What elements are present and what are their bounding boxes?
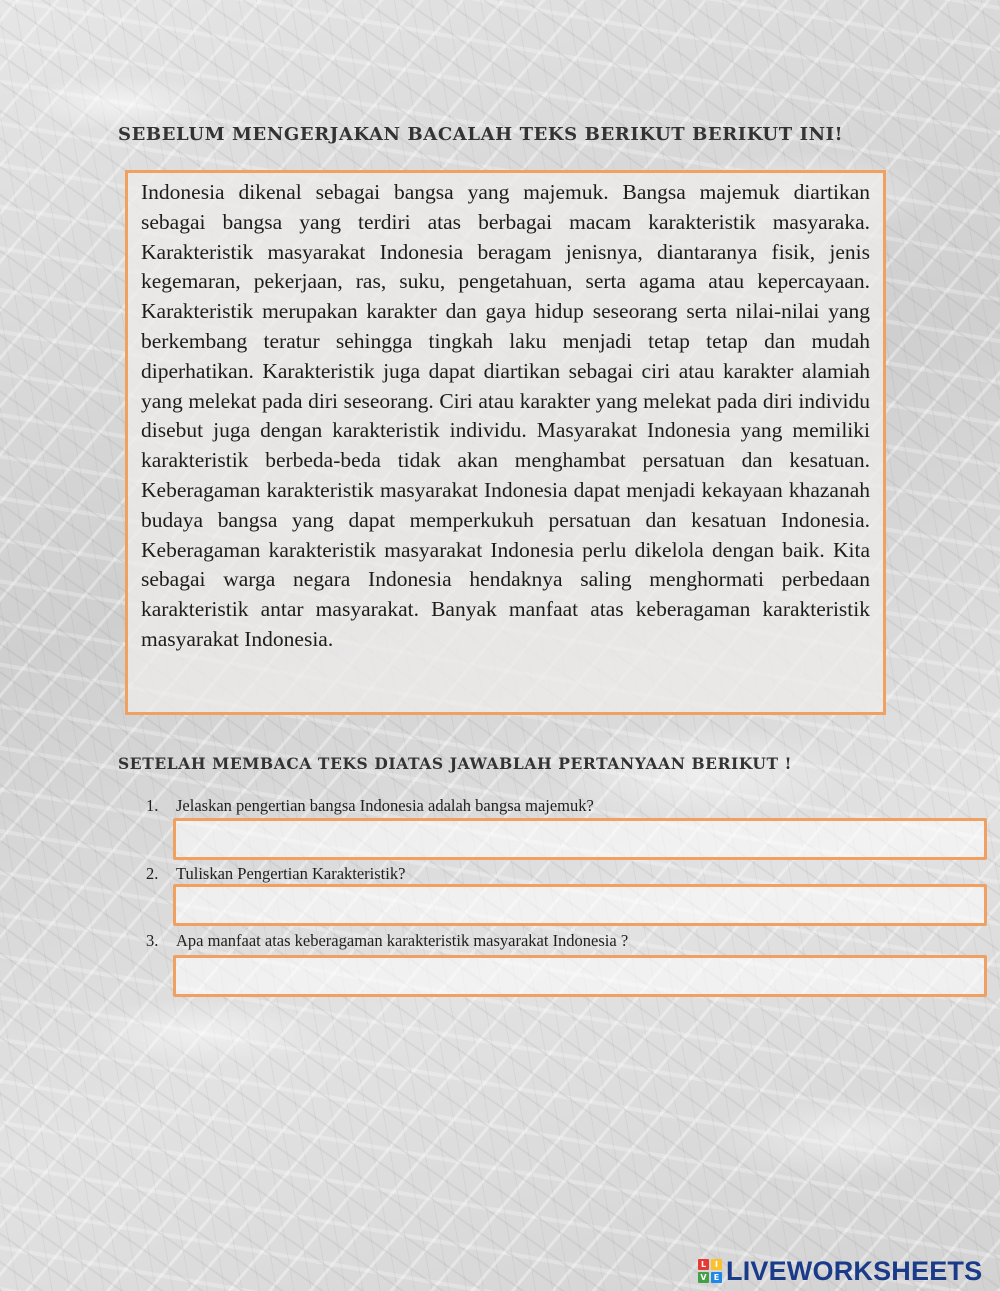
- instruction-heading-questions: SETELAH MEMBACA TEKS DIATAS JAWABLAH PERTANYAAN BERIKUT !: [118, 754, 793, 773]
- reading-passage-box: [125, 170, 886, 715]
- answer-field-3[interactable]: [173, 955, 987, 997]
- liveworksheets-logo: [698, 1256, 982, 1286]
- question-2: [146, 864, 405, 884]
- answer-field-1[interactable]: [173, 818, 987, 860]
- question-2-text: Tuliskan Pengertian Karakteristik?: [176, 864, 406, 883]
- question-1: [146, 796, 594, 816]
- question-3: [146, 931, 628, 951]
- logo-letter-i: I: [711, 1259, 722, 1270]
- question-3-text: Apa manfaat atas keberagaman karakteristik masyarakat Indonesia ?: [176, 931, 629, 950]
- question-2-number: 2.: [146, 864, 159, 883]
- question-1-number: 1.: [146, 796, 159, 815]
- logo-letter-e: E: [711, 1272, 722, 1283]
- question-1-text: Jelaskan pengertian bangsa Indonesia adalah bangsa majemuk?: [176, 796, 594, 815]
- question-3-number: 3.: [146, 931, 159, 950]
- instruction-heading-read: SEBELUM MENGERJAKAN BACALAH TEKS BERIKUT BERIKUT INI!: [118, 124, 844, 145]
- logo-letter-l: L: [698, 1259, 709, 1270]
- answer-field-2[interactable]: [173, 884, 987, 926]
- liveworksheets-logo-icon: [698, 1259, 722, 1283]
- liveworksheets-logo-text: LIVEWORKSHEETS: [726, 1255, 983, 1286]
- reading-passage-text: Indonesia dikenal sebagai bangsa yang majemuk. Bangsa majemuk diartikan sebagai bangsa yang terdiri atas berbagai macam karakteristik masyaraka. Karakteristik masyarakat Indonesia beragam jenisnya, diantaranya fisik, jenis kegemaran, pekerjaan, ras, suku, pengetahuan, serta agama atau kepercayaan. Karakteristik merupakan karakter dan gaya hidup seseorang serta nilai-nilai yang berkembang teratur sehingga tingkah laku menjadi tetap tetap dan mudah diperhatikan. Karakteristik juga dapat diartikan sebagai ciri atau karakter alamiah yang melekat pada diri seseorang. Ciri atau karakter yang melekat pada diri individu disebut juga dengan karakteristik individu. Masyarakat Indonesia yang memiliki karakteristik berbeda-beda tidak akan menghambat persatuan dan kesatuan. Keberagaman karakteristik masyarakat Indonesia dapat menjadi kekayaan khazanah budaya bangsa yang dapat memperkukuh persatuan dan kesatuan Indonesia. Keberagaman karakteristik masyarakat Indonesia perlu dikelola dengan baik. Kita sebagai warga negara Indonesia hendaknya saling menghormati perbedaan karakteristik antar masyarakat. Banyak manfaat atas keberagaman karakteristik masyarakat Indonesia.: [141, 180, 870, 651]
- logo-letter-v: V: [698, 1272, 709, 1283]
